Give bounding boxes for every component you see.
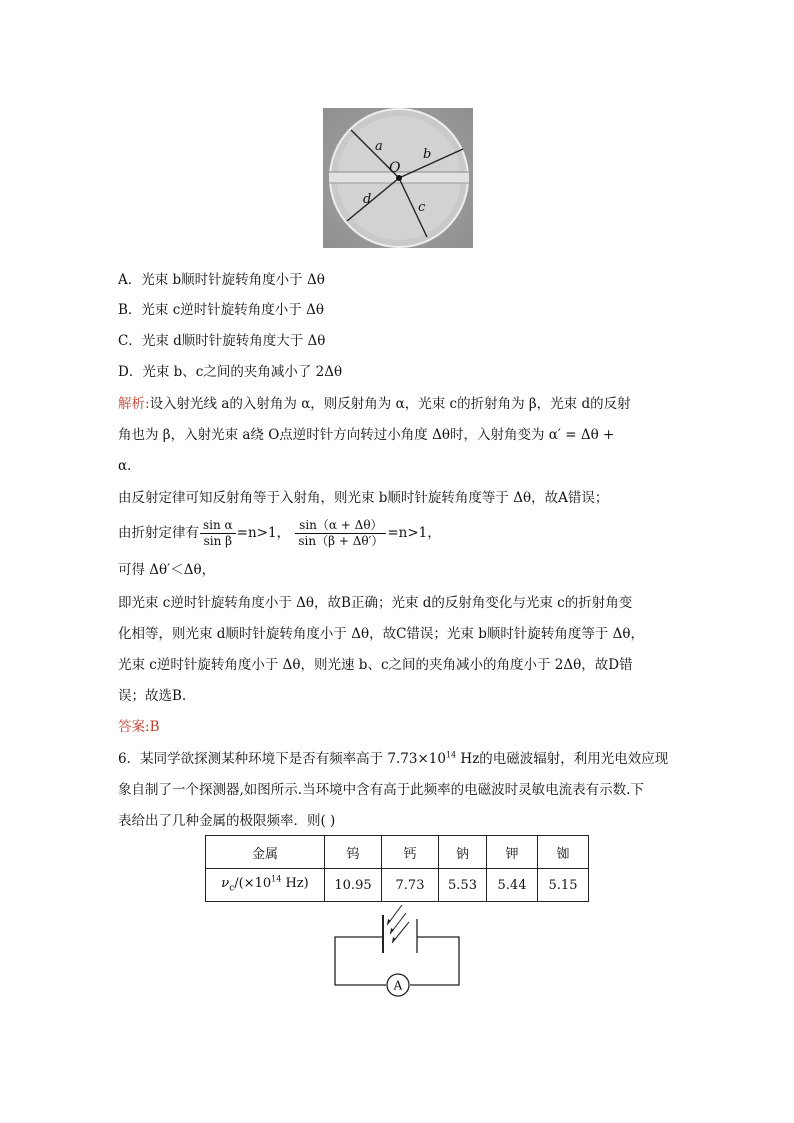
question-6-line-1 [118, 749, 668, 769]
analysis-line-5 [118, 517, 441, 549]
label-a: a [375, 139, 383, 154]
option-a: A．光束 b顺时针旋转角度小于 Δθ [118, 272, 325, 288]
analysis-label: 解析: [118, 396, 150, 412]
analysis-line-8: 化相等，则光束 d顺时针旋转角度小于 Δθ，故C错误；光束 b顺时针旋转角度等于 Δθ， [118, 626, 645, 642]
unit-exponent: 14 [271, 874, 282, 884]
metal-frequency-table [205, 835, 589, 902]
analysis-line-1 [118, 394, 631, 414]
question-6-line-2: 象自制了一个探测器,如图所示.当环境中含有高于此频率的电磁波时灵敏电流表有示数.下 [118, 782, 644, 798]
metal-calcium: 钙 [382, 836, 439, 869]
analysis-text-1: 设入射光线 a的入射角为 α，则反射角为 α，光束 c的折射角为 β，光束 d的反射 [149, 396, 631, 412]
fraction-2-denominator: sin（β + Δθ′） [298, 534, 384, 548]
question-6-exponent: 14 [445, 750, 457, 760]
answer-value: B [149, 719, 160, 735]
table-header-row [206, 836, 589, 869]
row-frequency-label [206, 869, 325, 902]
label-o: O [389, 160, 401, 176]
value-tungsten: 10.95 [325, 869, 382, 902]
option-b: B．光束 c逆时针旋转角度小于 Δθ [118, 302, 324, 318]
analysis-line-4: 由反射定律可知反射角等于入射角，则光束 b顺时针旋转角度等于 Δθ，故A错误； [118, 490, 609, 506]
value-sodium: 5.53 [439, 869, 487, 902]
metal-sodium: 钠 [439, 836, 487, 869]
fraction-1-denominator: sin β [203, 534, 233, 548]
analysis-line-10: 误；故选B. [118, 688, 187, 704]
header-metal-label: 金属 [206, 836, 325, 869]
photocell-circuit [330, 905, 465, 1000]
label-b: b [423, 147, 432, 162]
fraction-2-numerator: sin（α + Δθ） [295, 518, 386, 534]
value-rubidium: 5.15 [538, 869, 589, 902]
fraction-1-numerator: sin α [200, 518, 236, 534]
answer-label: 答案: [118, 719, 150, 735]
analysis-line-7: 即光束 c逆时针旋转角度小于 Δθ，故B正确；光束 d的反射角变化与光束 c的折射角变 [118, 595, 633, 611]
nu-symbol: ν [221, 876, 230, 892]
refraction-photo [323, 108, 473, 248]
analysis-line-3: α． [118, 458, 141, 474]
analysis-line-2: 角也为 β，入射光束 a绕 O点逆时针方向转过小角度 Δθ时，入射角变为 α′ = Δθ + [118, 427, 615, 443]
light-ray-3-arrow [392, 937, 396, 943]
value-potassium: 5.44 [487, 869, 538, 902]
label-d: d [363, 192, 372, 207]
value-calcium: 7.73 [382, 869, 439, 902]
question-6-text-post: Hz的电磁波辐射，利用光电效应现 [456, 751, 669, 767]
answer-line [118, 717, 159, 737]
analysis-line-6: 可得 Δθ′＜Δθ， [118, 562, 216, 578]
analysis-line-9: 光束 c逆时针旋转角度小于 Δθ，则光速 b、c之间的夹角减小的角度小于 2Δθ，故D错 [118, 657, 633, 673]
snell-fraction-2 [295, 518, 386, 549]
question-6-text-pre: 6．某同学欲探测某种环境下是否有频率高于 7.73×10 [118, 751, 446, 767]
metal-rubidium: 铷 [538, 836, 589, 869]
unit-mid: /(×10 [234, 876, 272, 892]
unit-post: Hz) [281, 876, 309, 892]
question-6-line-3: 表给出了几种金属的极限频率．则( ) [118, 813, 336, 829]
fraction-1-rhs: =n>1， [236, 525, 291, 541]
fraction-2-rhs: =n>1， [387, 525, 441, 541]
wire-left [335, 937, 386, 985]
galvanometer-label: A [393, 978, 403, 993]
snell-fraction-1 [200, 518, 236, 549]
option-c: C．光束 d顺时针旋转角度大于 Δθ [118, 333, 326, 349]
formula-prefix: 由折射定律有 [118, 525, 199, 541]
metal-potassium: 钾 [487, 836, 538, 869]
table-value-row [206, 869, 589, 902]
label-c: c [418, 200, 426, 215]
metal-tungsten: 钨 [325, 836, 382, 869]
nu-subscript: c [229, 883, 235, 894]
option-d: D．光束 b、c之间的夹角减小了 2Δθ [118, 364, 343, 380]
